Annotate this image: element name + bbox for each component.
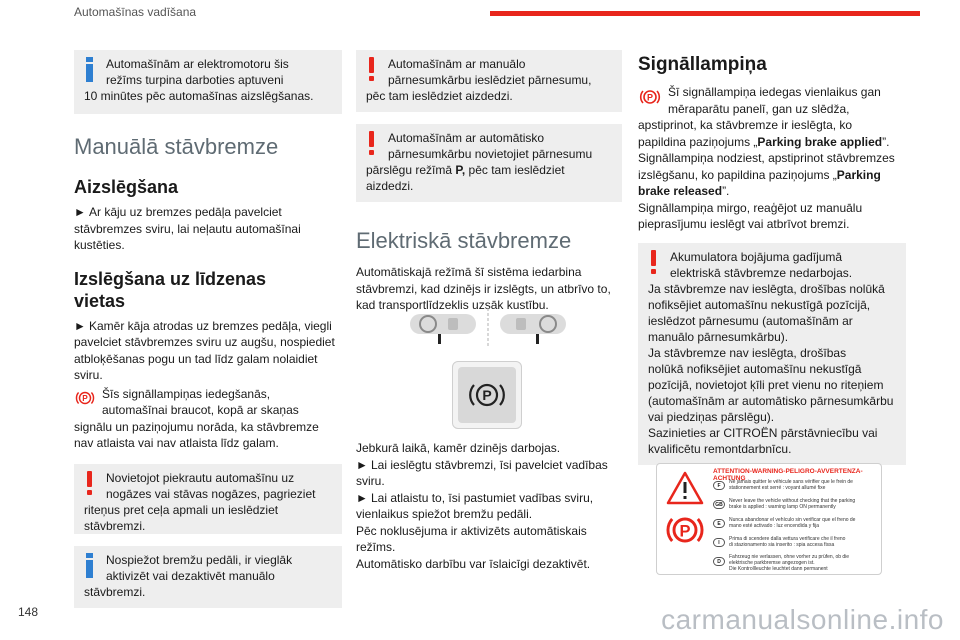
paragraph: ► Kamēr kāja atrodas uz bremzes pedāļa, viegli pavelciet stāvbremzes sviru uz augšu, nospiediet atbloķēšanas pogu un tad līdz galam nolaidiet sviru. <box>74 318 335 382</box>
flag-f: F <box>713 481 725 490</box>
header-title: Automašīnas vadīšana <box>74 5 197 19</box>
column-2 <box>356 50 622 314</box>
warning-line: Fahrzeug nie verlassen, ohne vorher zu prüfen, ob die <box>729 554 850 560</box>
warning-label-card <box>656 463 882 575</box>
electric-brake-body: Jebkurā laikā, kamēr dzinējs darbojas. ► Lai ieslēgtu stāvbremzi, īsi pavelciet vadības sviru. ► Lai atlaistu to, īsi pastumiet vadības sviru, vienlaikus spiežot bremžu pedāli. Pēc noklusējuma ir aktivizēts automātiskais režīms. Automātisko darbību var īslaicīgi dezaktivēt. <box>356 441 608 571</box>
section-title-manual-brake: Manuālā stāvbremze <box>74 134 279 159</box>
warning-icon <box>650 250 658 274</box>
parking-brake-switch <box>452 361 522 429</box>
parking-brake-warning-icon <box>638 85 662 109</box>
parking-brake-icon <box>458 367 516 423</box>
note-text: režīms turpina darboties aptuveni <box>106 73 284 87</box>
heading-signal-lamp: Signāllampiņa <box>638 54 767 75</box>
warning-line: Ne jamais quitter le véhicule sans vérifier que le frein de <box>729 479 853 485</box>
warning-note-automatic: Automašīnām ar automātisko pārnesumkārbu novietojiet pārnesumu pārslēgu režīmā P, pēc tam ieslēdziet aizdedzi. <box>356 124 622 202</box>
svg-text:P: P <box>482 387 492 403</box>
warning-line: Die Kontrollleuchte leuchtet dann permanent <box>729 566 828 572</box>
paragraph: ► Ar kāju uz bremzes pedāļa pavelciet stāvbremzes sviru, lai neļautu automašīnai kustēties. <box>74 205 301 252</box>
svg-text:P: P <box>646 92 654 103</box>
warning-icon <box>368 131 376 155</box>
flag-gb: GB <box>713 500 725 509</box>
warning-note: Novietojot piekrautu automašīnu uz nogāzes vai stāvas nogāzes, pagrieziet riteņus pret ceļa apmali un ieslēdziet stāvbremzi. <box>74 464 342 534</box>
switch-face <box>458 367 516 423</box>
lamp-paragraph: P Šī signāllampiņa iedegas vienlaikus gan mēraparātu panelī, gan uz slēdža, apstiprinot, ka stāvbremze ir ieslēgta, ko papildina paziņojums „Parking brake applied”. Signāllampiņa nodziest, apstiprinot stāvbremzes izslēgšanu, ko papildina paziņojums „Parking brake released”. Signāllampiņa mirgo, reaģējot uz manuālu pieprasījumu ieslēgt vai atbrīvot bremzi. <box>638 85 895 231</box>
flag-e: E <box>713 519 725 528</box>
svg-text:P: P <box>679 522 691 541</box>
paragraph: Automātiskajā režīmā šī sistēma iedarbina stāvbremzi, kad dzinējs ir izslēgts, un atbrīvo to, kad transportlīdzeklis uzsāk kustību. <box>356 265 611 312</box>
bullet-icon: ► <box>74 318 86 333</box>
warning-icon <box>368 57 376 81</box>
parking-brake-warning-icon <box>663 508 707 552</box>
watermark: carmanualsonline.info <box>661 604 944 635</box>
warning-line: di stazionamento sia inserito : spia accesa fissa <box>729 542 835 548</box>
bullet-icon: ► <box>74 205 86 219</box>
column-3 <box>638 50 906 465</box>
info-note-2: Nospiežot bremžu pedāli, ir vieglāk aktivizēt vai dezaktivēt manuālo stāvbremzi. <box>74 546 342 608</box>
warning-line: Nunca abandonar el vehículo sin verificar que el freno de <box>729 517 856 523</box>
page-number: 148 <box>18 605 39 619</box>
warning-note-battery: Akumulatora bojājuma gadījumā elektriskā stāvbremze nedarbojas. Ja stāvbremze nav ieslēgta, drošības nolūkā nofiksējiet automašīnu nekustīgā pozīcijā, ieslēdzot pārnesumu (automašīnām ar manuālo pārnesumkārbu). Ja stāvbremze nav ieslēgta, drošības nolūkā nofiksējiet automašīnu nekustīgā pozīcijā, novietojot ķīli pret vienu no riteņiem (automašīnām ar automātisko pārnesumkārbu vai piedziņas pārslēgu). Sazinieties ar CITROËN pārstāvniecību vai kvalificētu remontdarbnīcu. <box>638 243 906 465</box>
heading-izslegsana: Izslēgšana uz līdzenas vietas <box>74 268 267 311</box>
warning-card-heading: ATTENTION-WARNING-PELIGRO-AVVERTENZA-ACHTUNG <box>713 468 863 482</box>
section-title-electric-brake: Elektriskā stāvbremze <box>356 228 572 253</box>
note-text: 10 minūtes pēc automašīnas aizslēgšanas. <box>84 89 314 103</box>
heading-aizslegsana: Aizslēgšana <box>74 177 179 197</box>
warning-line: Prima di scendere dalla vettura verificare che il freno <box>729 536 846 542</box>
warning-line: mano esté activado : luz encendida y fija <box>729 523 820 529</box>
warning-line: elektrische parkbremse angezogen ist. <box>729 560 815 566</box>
flag-d: D <box>713 557 725 566</box>
brake-lever-illustration <box>408 306 568 348</box>
info-icon <box>86 553 93 578</box>
parking-brake-warning-icon <box>74 387 96 409</box>
info-note <box>74 50 342 114</box>
warning-triangle-icon <box>665 470 705 506</box>
lamp-paragraph: P Šīs signāllampiņas iedegšanās, automašīnai braucot, kopā ar skaņas signālu un paziņojumu norāda, ka stāvbremze nav atlaista vai nav atlaista līdz galam. <box>74 386 319 450</box>
header-accent-bar <box>490 11 920 16</box>
note-text: Automašīnām ar elektromotoru šis <box>106 57 289 71</box>
column-1 <box>74 50 342 608</box>
flag-i: I <box>713 538 725 547</box>
warning-icon <box>86 471 94 495</box>
info-icon <box>86 57 93 82</box>
warning-line: Never leave the vehicle without checking that the parking <box>729 498 856 504</box>
brake-lever-diagram <box>408 306 568 348</box>
warning-line: brake is applied : warning lamp ON permanently <box>729 504 836 510</box>
svg-text:P: P <box>82 393 88 403</box>
warning-note-manual: Automašīnām ar manuālo pārnesumkārbu ieslēdziet pārnesumu, pēc tam ieslēdziet aizdedzi. <box>356 50 622 112</box>
warning-line: stationnement est serré : voyant allumé fixe <box>729 485 826 491</box>
